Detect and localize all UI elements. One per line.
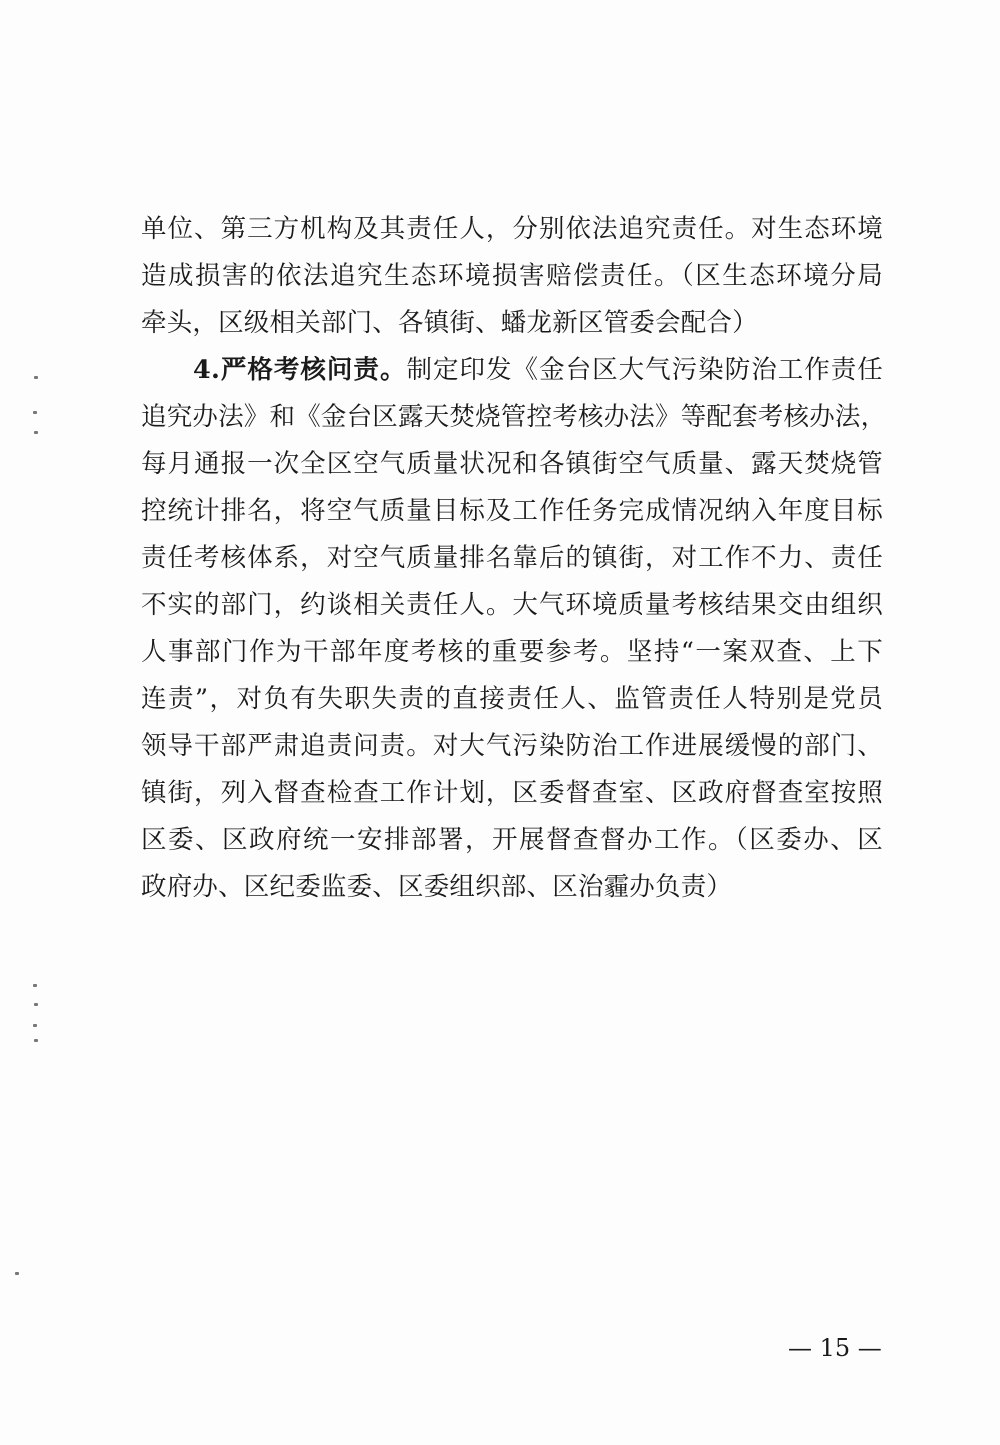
binding-mark — [34, 1003, 38, 1006]
body-text — [141, 206, 887, 911]
section-4-lead: 制定印发 — [406, 355, 513, 385]
text-line: 政府办、区纪委监委、区委组织部、区治霾办负责） — [141, 872, 733, 902]
text-line: 每月通报一次全区空气质量状况和各镇街空气质量、露天焚烧管 — [141, 449, 883, 479]
text-line: 人事部门作为干部年度考核的重要参考。坚持“一案双查、上下 — [141, 637, 883, 667]
text-line: 控统计排名，将空气质量目标及工作任务完成情况纳入年度目标 — [141, 496, 883, 526]
text-line: 区委、区政府统一安排部署，开展督查督办工作。（区委办、区 — [141, 825, 883, 855]
binding-mark — [33, 1024, 37, 1027]
text-line: 领导干部严肃追责问责。对大气污染防治工作进展缓慢的部门、 — [141, 731, 883, 761]
binding-mark — [34, 376, 38, 379]
binding-mark — [34, 431, 38, 434]
binding-mark — [15, 1272, 19, 1275]
text-line: 造成损害的依法追究生态环境损害赔偿责任。（区生态环境分局 — [141, 261, 883, 291]
text-line: 连责”，对负有失职失责的直接责任人、监管责任人特别是党员 — [141, 684, 883, 714]
binding-mark — [33, 984, 37, 987]
binding-mark — [33, 411, 37, 414]
section-4-first-line — [141, 347, 883, 394]
binding-mark — [34, 1039, 38, 1042]
text-line: 追究办法》和《金台区露天焚烧管控考核办法》等配套考核办法， — [141, 402, 887, 432]
text-line: 牵头，区级相关部门、各镇街、蟠龙新区管委会配合） — [141, 308, 758, 338]
text-line: 镇街，列入督查检查工作计划，区委督查室、区政府督查室按照 — [141, 778, 883, 808]
text-line: 单位、第三方机构及其责任人，分别依法追究责任。对生态环境 — [141, 214, 883, 244]
text-line: 不实的部门，约谈相关责任人。大气环境质量考核结果交由组织 — [141, 590, 883, 620]
section-4-heading: 4.严格考核问责。 — [193, 355, 407, 385]
page-number: — 15 — — [788, 1334, 882, 1362]
text-line: 责任考核体系，对空气质量排名靠后的镇街，对工作不力、责任 — [141, 543, 883, 573]
section-4-lead-rest: 《金台区大气污染防治工作责任 — [512, 355, 883, 385]
